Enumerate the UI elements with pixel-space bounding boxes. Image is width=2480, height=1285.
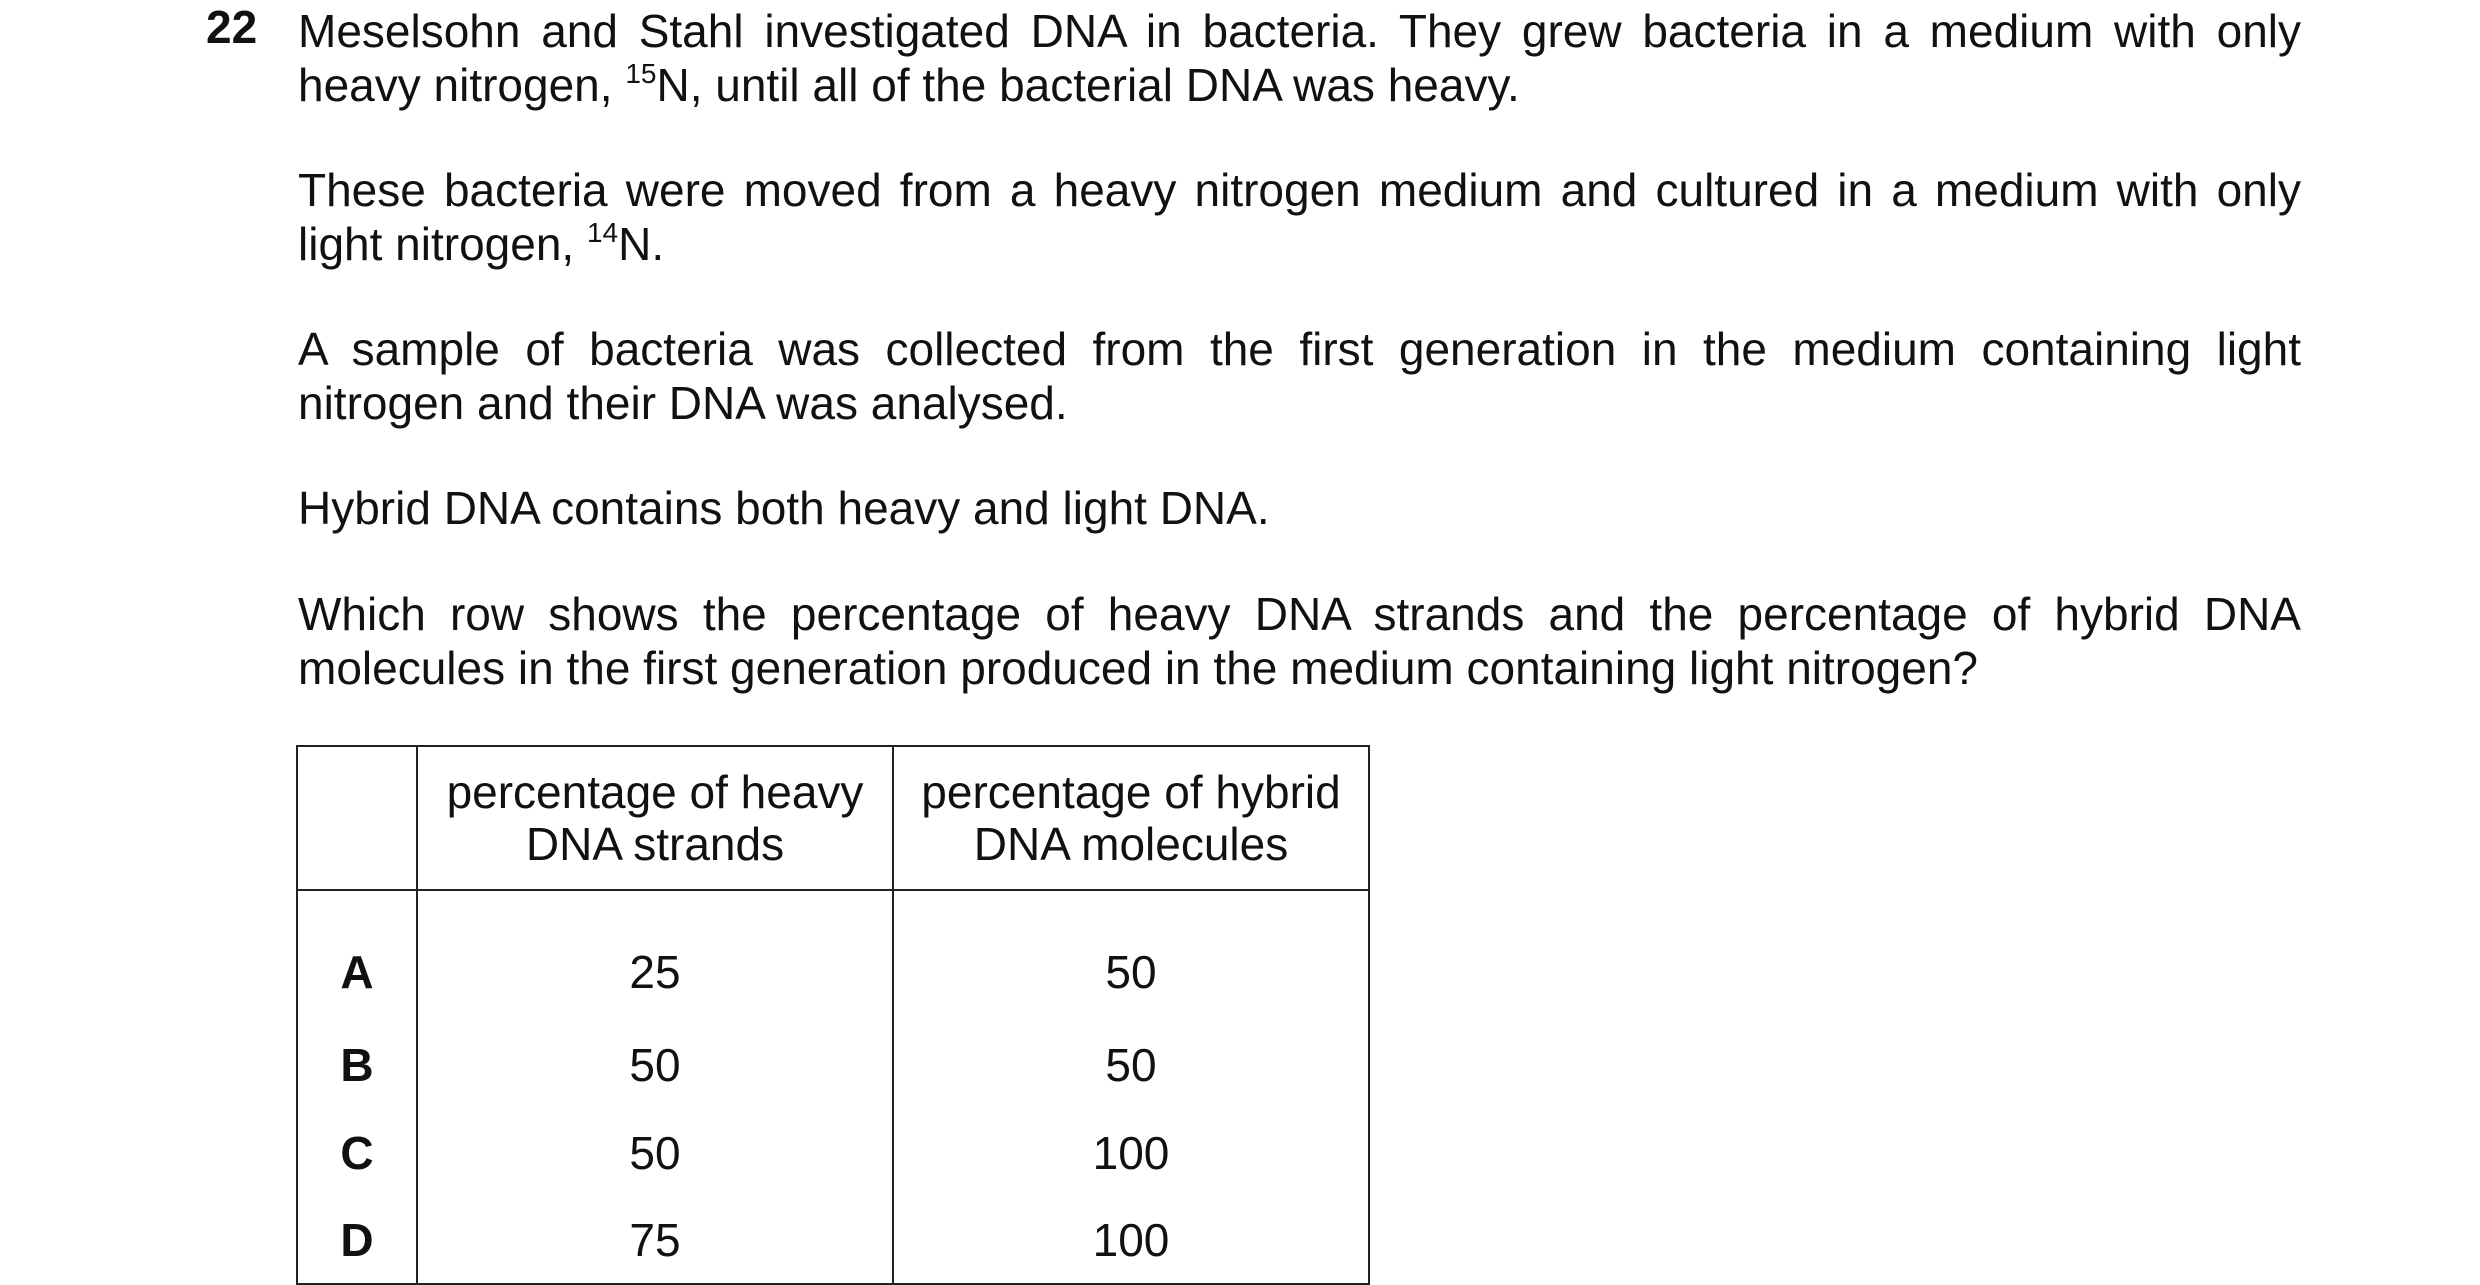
- table-row: [297, 1021, 1369, 1109]
- header-heavy-label: percentage of heavy DNA strands: [446, 766, 864, 870]
- heavy-value: 50: [417, 1021, 893, 1109]
- question-paragraph-3: A sample of bacteria was collected from the first generation in the medium containing light nitrogen and their DNA was analysed.: [298, 323, 2301, 429]
- isotope-14-superscript: 14: [586, 217, 619, 248]
- question-paragraph-1: [298, 4, 2301, 112]
- header-hybrid-label: percentage of hybrid DNA molecules: [921, 766, 1341, 870]
- header-heavy-dna-strands: [417, 746, 893, 890]
- option-letter: D: [297, 1197, 417, 1284]
- header-empty-cell: [297, 746, 417, 890]
- option-letter: A: [297, 890, 417, 1021]
- answer-options-table: [296, 745, 1370, 1285]
- heavy-value: 50: [417, 1109, 893, 1197]
- hybrid-value: 100: [893, 1109, 1369, 1197]
- hybrid-value: 100: [893, 1197, 1369, 1284]
- paragraph-2-text-a: These bacteria were moved from a heavy nitrogen medium and cultured in a medium with only light nitrogen,: [298, 164, 2301, 270]
- question-number: 22: [206, 1, 258, 53]
- option-letter: B: [297, 1021, 417, 1109]
- question-paragraph-2: [298, 163, 2301, 271]
- heavy-value: 75: [417, 1197, 893, 1284]
- paragraph-1-text-a: Meselsohn and Stahl investigated DNA in bacteria. They grew bacteria in a medium with only heavy nitrogen,: [298, 5, 2301, 111]
- table-row: [297, 890, 1369, 1021]
- isotope-15-superscript: 15: [625, 58, 657, 89]
- table-row: [297, 1109, 1369, 1197]
- question-paragraph-4: Hybrid DNA contains both heavy and light DNA.: [298, 482, 1270, 534]
- hybrid-value: 50: [893, 890, 1369, 1021]
- paragraph-1-text-b: N, until all of the bacterial DNA was heavy.: [656, 59, 1520, 111]
- paragraph-2-text-b: N.: [618, 218, 665, 270]
- heavy-value: 25: [417, 890, 893, 1021]
- hybrid-value: 50: [893, 1021, 1369, 1109]
- header-hybrid-dna-molecules: [893, 746, 1369, 890]
- table-header-row: [297, 746, 1369, 890]
- table-row: [297, 1197, 1369, 1284]
- question-paragraph-5: Which row shows the percentage of heavy DNA strands and the percentage of hybrid DNA molecules in the first generation produced in the medium containing light nitrogen?: [298, 588, 2301, 694]
- option-letter: C: [297, 1109, 417, 1197]
